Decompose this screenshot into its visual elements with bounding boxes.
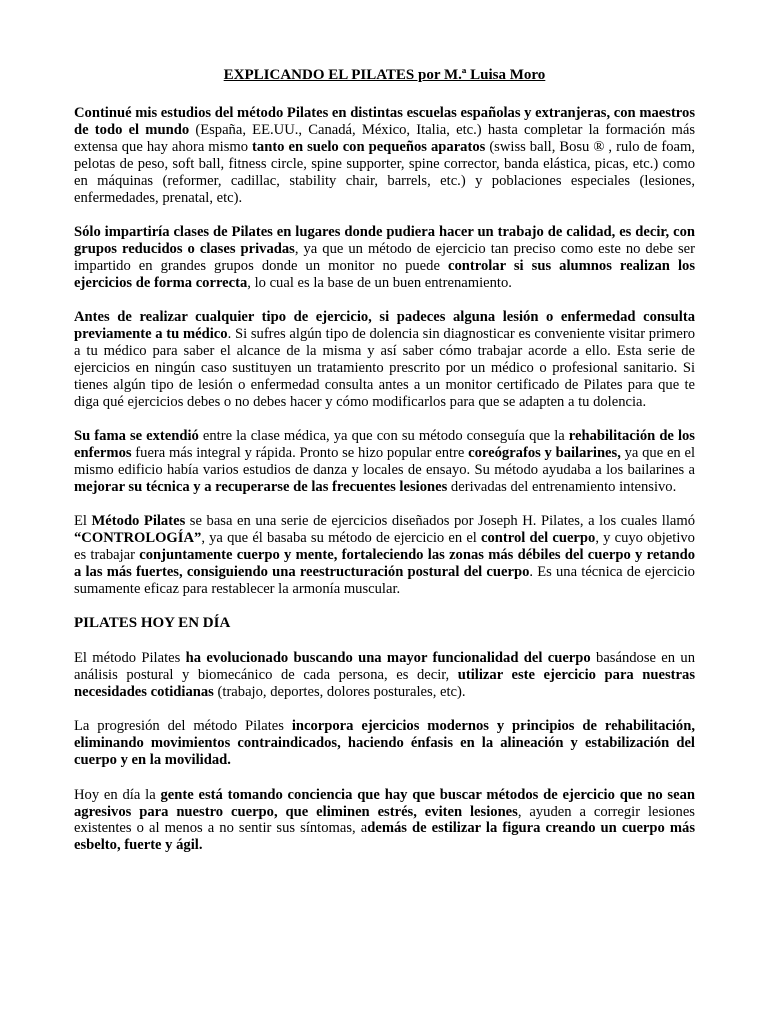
section-heading: PILATES HOY EN DÍA	[74, 615, 231, 632]
bold-text: coreógrafos y bailarines,	[468, 444, 621, 461]
bold-text: rehabilitación de los enfermos	[74, 428, 695, 461]
text-run: La progresión del método Pilates	[74, 718, 292, 735]
bold-text: controlar si sus alumnos realizan los ejercicios de forma correcta	[74, 257, 696, 291]
paragraph	[74, 105, 695, 206]
text-run: se basa en una serie de ejercicios diseñados por Joseph H. Pilates, a los cuales llamó	[185, 513, 695, 530]
bold-text: gente está tomando conciencia que hay que buscar métodos de ejercicio que no sean agresivos para nuestro cuerpo, que eliminen estrés, eviten lesiones	[74, 786, 695, 820]
paragraph	[74, 513, 695, 598]
text-run: ya que en el mismo edificio había varios estudios de danza y locales de ensayo. Su método ayudaba a los bailarines a	[74, 444, 695, 478]
bold-text: demás de estilizar la figura creando un cuerpo más esbelto, fuerte y ágil.	[74, 820, 696, 854]
text-run: , ya que él basaba su método de ejercicio en el	[201, 530, 482, 547]
text-run: (España, EE.UU., Canadá, México, Italia, etc.) hasta completar la formación más extensa que hay ahora mismo	[74, 121, 695, 155]
paragraph	[74, 650, 695, 701]
text-run: basándose en un análisis postural y biomecánico de cada persona, es decir,	[74, 650, 695, 684]
paragraph	[74, 787, 695, 855]
text-run: (swiss ball, Bosu ® , rulo de foam, pelotas de peso, soft ball, fitness circle, spine supporter, spine corrector, banda elástica, picas, etc.) como en máquinas (reformer, cadillac, stability chair, barrels, etc.) y poblaciones especiales (lesiones, enfermedades, prenatal, etc).	[74, 138, 695, 206]
text-run: . Es una técnica de ejercicio sumamente eficaz para restablecer la armonía muscular.	[74, 563, 695, 597]
text-run: (trabajo, deportes, dolores posturales, etc).	[213, 683, 466, 700]
bold-text: “CONTROLOGÍA”	[74, 530, 202, 547]
text-run: , ayuden a corregir lesiones existentes o al menos a no sentir sus síntomas, a	[74, 803, 695, 837]
bold-text: mejorar su técnica y a recuperarse de las frecuentes lesiones	[74, 478, 448, 495]
document-body	[74, 105, 695, 598]
bold-text: Método Pilates	[91, 513, 186, 530]
text-run: , ya que un método de ejercicio tan preciso como este no debe ser impartido en grandes grupos donde un monitor no puede	[74, 240, 695, 274]
bold-text: control del cuerpo	[481, 530, 596, 547]
bold-text: incorpora ejercicios modernos y principios de rehabilitación, eliminando movimientos contraindicados, haciendo énfasis en la alineación y estabilización del cuerpo y en la movilidad.	[74, 718, 695, 769]
text-run: entre la clase médica, ya que con su método conseguía que la	[198, 428, 569, 444]
text-run: El	[74, 513, 92, 530]
bold-text: Su fama se extendió	[74, 428, 199, 444]
bold-text: Sólo impartiría clases de Pilates en lugares donde pudiera hacer un trabajo de calidad, es decir, con grupos reducidos o clases privadas	[74, 223, 695, 257]
bold-text: conjuntamente cuerpo y mente, fortaleciendo las zonas más débiles del cuerpo y retando a las más fuertes, consiguiendo una reestructuración postural del cuerpo	[74, 546, 696, 580]
text-run: , y cuyo objetivo es trabajar	[74, 530, 695, 563]
bold-text: utilizar este ejercicio para nuestras necesidades cotidianas	[74, 667, 695, 700]
bold-text: Continué mis estudios del método Pilates en distintas escuelas españolas y extranjeras, con maestros de todo el mundo	[74, 105, 695, 138]
paragraph	[74, 718, 695, 769]
bold-text: Antes de realizar cualquier tipo de ejercicio, si padeces alguna lesión o enfermedad consulta previamente a tu médico	[74, 309, 695, 342]
text-run: Hoy en día la	[74, 786, 161, 803]
text-run: . Si sufres algún tipo de dolencia sin diagnosticar es conveniente visitar primero a tu médico para saber el alcance de la misma y así saber cómo trabajar acorde a ello. Esta serie de ejercicios en ningún caso sustituyen un tratamiento prescrito por un médico o profesional sanitario. Si tienes algún tipo de lesión o enfermedad consulta antes a un monitor certificado de Pilates para que te diga qué ejercicios debes o no debes hacer y cómo modificarlos para que se adapten a tu dolencia.	[74, 325, 695, 410]
paragraph	[74, 309, 695, 410]
bold-text: tanto en suelo con pequeños aparatos	[252, 138, 486, 155]
paragraph	[74, 224, 695, 292]
section-body	[74, 650, 695, 854]
text-run: El método Pilates	[74, 650, 186, 667]
text-run: fuera más integral y rápida. Pronto se hizo popular entre	[131, 444, 469, 461]
paragraph	[74, 428, 695, 496]
text-run: , lo cual es la base de un buen entrenamiento.	[247, 274, 512, 291]
text-run: derivadas del entrenamiento intensivo.	[447, 478, 677, 495]
document-title: EXPLICANDO EL PILATES por M.ª Luisa Moro	[223, 67, 546, 83]
bold-text: ha evolucionado buscando una mayor funcionalidad del cuerpo	[185, 650, 591, 667]
